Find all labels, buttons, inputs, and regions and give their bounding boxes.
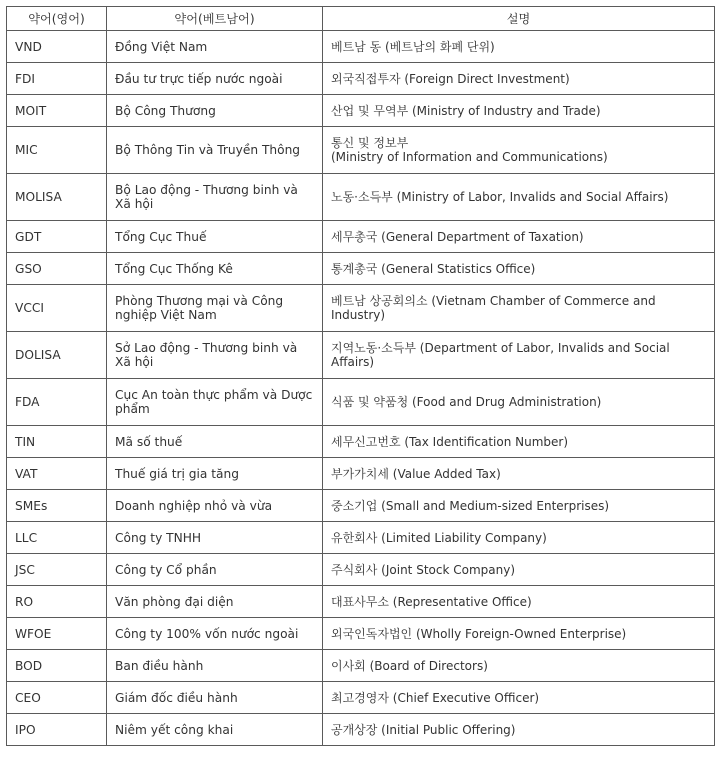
cell-abbr: MOLISA: [7, 174, 107, 221]
cell-vietnamese: Bộ Lao động - Thương binh và Xã hội: [107, 174, 323, 221]
table-row: [7, 618, 715, 650]
cell-description: 유한회사 (Limited Liability Company): [323, 522, 715, 554]
cell-abbr: CEO: [7, 682, 107, 714]
cell-abbr: FDA: [7, 379, 107, 426]
cell-vietnamese: Giám đốc điều hành: [107, 682, 323, 714]
header-abbr-english: 약어(영어): [7, 7, 107, 31]
table-row: [7, 586, 715, 618]
cell-abbr: TIN: [7, 426, 107, 458]
cell-vietnamese: Bộ Công Thương: [107, 95, 323, 127]
cell-description: 중소기업 (Small and Medium-sized Enterprises): [323, 490, 715, 522]
cell-abbr: IPO: [7, 714, 107, 746]
table-row: [7, 379, 715, 426]
cell-vietnamese: Doanh nghiệp nhỏ và vừa: [107, 490, 323, 522]
table-row: [7, 95, 715, 127]
cell-vietnamese: Tổng Cục Thuế: [107, 221, 323, 253]
cell-description: 부가가치세 (Value Added Tax): [323, 458, 715, 490]
cell-vietnamese: Công ty TNHH: [107, 522, 323, 554]
cell-abbr: GDT: [7, 221, 107, 253]
cell-vietnamese: Sở Lao động - Thương binh và Xã hội: [107, 332, 323, 379]
cell-description: 공개상장 (Initial Public Offering): [323, 714, 715, 746]
header-description: 설명: [323, 7, 715, 31]
cell-description: 세무총국 (General Department of Taxation): [323, 221, 715, 253]
cell-abbr: LLC: [7, 522, 107, 554]
cell-vietnamese: Niêm yết công khai: [107, 714, 323, 746]
cell-vietnamese: Công ty Cổ phần: [107, 554, 323, 586]
cell-description: 최고경영자 (Chief Executive Officer): [323, 682, 715, 714]
table-row: [7, 285, 715, 332]
cell-abbr: MOIT: [7, 95, 107, 127]
cell-description: 주식회사 (Joint Stock Company): [323, 554, 715, 586]
table-row: [7, 554, 715, 586]
cell-vietnamese: Ban điều hành: [107, 650, 323, 682]
table-row: [7, 458, 715, 490]
cell-description: 대표사무소 (Representative Office): [323, 586, 715, 618]
cell-description: 식품 및 약품청 (Food and Drug Administration): [323, 379, 715, 426]
cell-abbr: VAT: [7, 458, 107, 490]
cell-abbr: MIC: [7, 127, 107, 174]
cell-vietnamese: Mã số thuế: [107, 426, 323, 458]
cell-description: 베트남 동 (베트남의 화폐 단위): [323, 31, 715, 63]
table-row: [7, 31, 715, 63]
cell-vietnamese: Đồng Việt Nam: [107, 31, 323, 63]
cell-abbr: WFOE: [7, 618, 107, 650]
cell-abbr: GSO: [7, 253, 107, 285]
cell-description: 노동·소득부 (Ministry of Labor, Invalids and Social Affairs): [323, 174, 715, 221]
header-abbr-vietnamese: 약어(베트남어): [107, 7, 323, 31]
cell-description: 세무신고번호 (Tax Identification Number): [323, 426, 715, 458]
cell-description: 통신 및 정보부 (Ministry of Information and Communications): [323, 127, 715, 174]
table-row: [7, 490, 715, 522]
table-row: [7, 221, 715, 253]
cell-abbr: FDI: [7, 63, 107, 95]
cell-description: 이사회 (Board of Directors): [323, 650, 715, 682]
cell-vietnamese: Văn phòng đại diện: [107, 586, 323, 618]
header-row: [7, 7, 715, 31]
cell-abbr: BOD: [7, 650, 107, 682]
table-row: [7, 127, 715, 174]
cell-description: 외국인독자법인 (Wholly Foreign-Owned Enterprise): [323, 618, 715, 650]
cell-description: 베트남 상공회의소 (Vietnam Chamber of Commerce and Industry): [323, 285, 715, 332]
cell-abbr: RO: [7, 586, 107, 618]
table-row: [7, 332, 715, 379]
cell-vietnamese: Đầu tư trực tiếp nước ngoài: [107, 63, 323, 95]
table-row: [7, 174, 715, 221]
table-row: [7, 522, 715, 554]
cell-vietnamese: Công ty 100% vốn nước ngoài: [107, 618, 323, 650]
cell-abbr: DOLISA: [7, 332, 107, 379]
table-row: [7, 253, 715, 285]
table-row: [7, 714, 715, 746]
cell-vietnamese: Cục An toàn thực phẩm và Dược phẩm: [107, 379, 323, 426]
table-row: [7, 426, 715, 458]
table-row: [7, 650, 715, 682]
cell-description: 지역노동·소득부 (Department of Labor, Invalids and Social Affairs): [323, 332, 715, 379]
table-row: [7, 682, 715, 714]
cell-description: 외국직접투자 (Foreign Direct Investment): [323, 63, 715, 95]
cell-abbr: VND: [7, 31, 107, 63]
cell-vietnamese: Thuế giá trị gia tăng: [107, 458, 323, 490]
cell-vietnamese: Tổng Cục Thống Kê: [107, 253, 323, 285]
cell-description: 산업 및 무역부 (Ministry of Industry and Trade): [323, 95, 715, 127]
cell-abbr: SMEs: [7, 490, 107, 522]
table-row: [7, 63, 715, 95]
cell-abbr: JSC: [7, 554, 107, 586]
cell-abbr: VCCI: [7, 285, 107, 332]
abbreviation-table: [6, 6, 715, 746]
cell-vietnamese: Phòng Thương mại và Công nghiệp Việt Nam: [107, 285, 323, 332]
cell-description: 통계총국 (General Statistics Office): [323, 253, 715, 285]
cell-vietnamese: Bộ Thông Tin và Truyền Thông: [107, 127, 323, 174]
